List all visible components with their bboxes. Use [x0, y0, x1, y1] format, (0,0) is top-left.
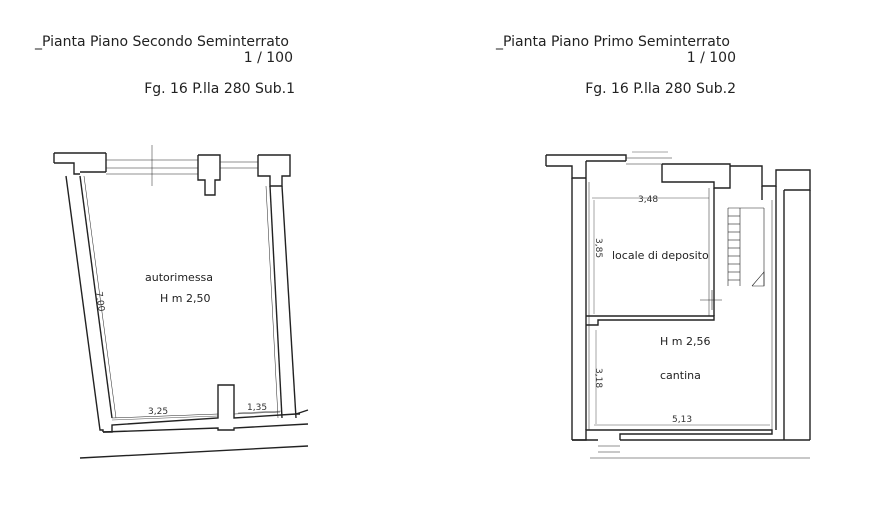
left-dim-side: 7,00	[93, 291, 106, 313]
left-plan-cadastral: Fg. 16 P.lla 280 Sub.1	[144, 81, 295, 97]
left-dim-bottom-2: 1,35	[247, 403, 268, 413]
left-plan-title: _Pianta Piano Secondo Seminterrato	[35, 34, 289, 50]
right-dim-lower-side: 3,18	[593, 368, 603, 389]
right-lower-room-name: cantina	[660, 369, 701, 382]
left-dim-bottom-1: 3,25	[148, 407, 169, 417]
right-dim-bottom: 5,13	[672, 415, 693, 425]
right-plan-cadastral: Fg. 16 P.lla 280 Sub.2	[585, 81, 736, 97]
right-plan-title: _Pianta Piano Primo Seminterrato	[496, 34, 730, 50]
left-plan-scale: 1 / 100	[243, 50, 293, 66]
right-floor-plan	[546, 152, 810, 458]
right-dim-upper-side: 3,85	[593, 238, 603, 259]
right-upper-room-name: locale di deposito	[612, 249, 709, 262]
left-room-name: autorimessa	[145, 271, 214, 284]
left-room-height: H m 2,50	[160, 292, 211, 305]
right-plan-scale: 1 / 100	[686, 50, 736, 66]
right-lower-room-height: H m 2,56	[660, 335, 711, 348]
right-dim-top: 3,48	[638, 195, 659, 205]
